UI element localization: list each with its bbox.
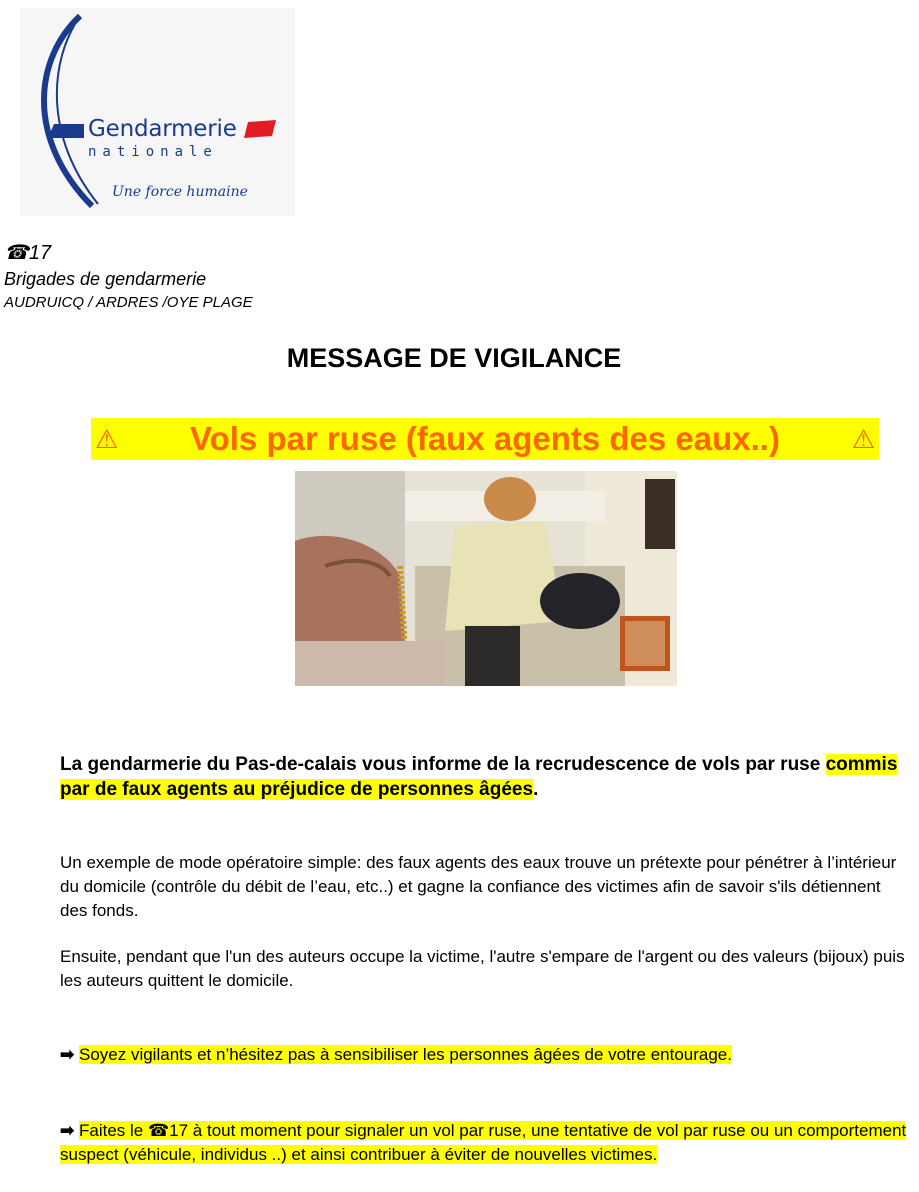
lead-end: . (533, 779, 539, 800)
towns-label: AUDRUICQ / ARDRES /OYE PLAGE (4, 294, 253, 311)
advice-call-pre: Faites le (78, 1121, 148, 1140)
logo-red-flag (244, 120, 276, 138)
photo-illustration (295, 471, 677, 686)
scene-photo (295, 471, 677, 686)
phone-icon: ☎ (4, 242, 29, 264)
phone-icon: ☎ (147, 1121, 170, 1140)
lead-highlight: commis par de faux agents au préjudice de personnes âgées (60, 754, 898, 800)
advice-text-call (60, 1121, 906, 1164)
logo-motto: Une force humaine (112, 184, 248, 200)
arrow-right-icon: ➡ (60, 1121, 75, 1140)
brigades-label: Brigades de gendarmerie (4, 269, 207, 289)
arrow-right-icon: ➡ (60, 1045, 75, 1064)
advice-bullet-call (60, 1119, 915, 1167)
warning-icon: ⚠ (95, 423, 119, 454)
modus-operandi-paragraph: Un exemple de mode opératoire simple: des faux agents des eaux trouve un prétexte pour pénétrer à l’intérieur du domicile (contrôle du débit de l’eau, etc..) et gagne la confiance des victimes afin de savoir s'ils détiennent des fonds. (60, 853, 897, 920)
banner-title: Vols par ruse (faux agents des eaux..) (190, 420, 780, 457)
advice-text-vigilance: Soyez vigilants et n’hésitez pas à sensibiliser les personnes âgées de votre entourage. (78, 1045, 732, 1064)
lead-paragraph (60, 752, 910, 802)
phone-line (4, 240, 51, 265)
logo-blue-flag (48, 124, 84, 138)
phone-number: 17 (28, 242, 52, 264)
page-title: MESSAGE DE VIGILANCE (286, 343, 622, 373)
warning-banner (91, 418, 879, 460)
logo-subtitle: nationale (88, 144, 218, 160)
gendarmerie-logo (20, 8, 295, 216)
warning-icon: ⚠ (851, 423, 875, 454)
lead-text: La gendarmerie du Pas-de-calais vous informe de la recrudescence de vols par ruse (60, 754, 826, 775)
advice-call-post: 17 à tout moment pour signaler un vol par ruse, une tentative de vol par ruse ou un comportement suspect (véhicule, individus ..) et ainsi contribuer à éviter de nouvelles victimes. (60, 1121, 907, 1164)
theft-paragraph: Ensuite, pendant que l'un des auteurs occupe la victime, l'autre s'empare de l'argent ou des valeurs (bijoux) puis les auteurs quittent le domicile. (60, 947, 905, 990)
advice-bullet-vigilance (60, 1043, 910, 1067)
logo-name: Gendarmerie (88, 116, 237, 142)
